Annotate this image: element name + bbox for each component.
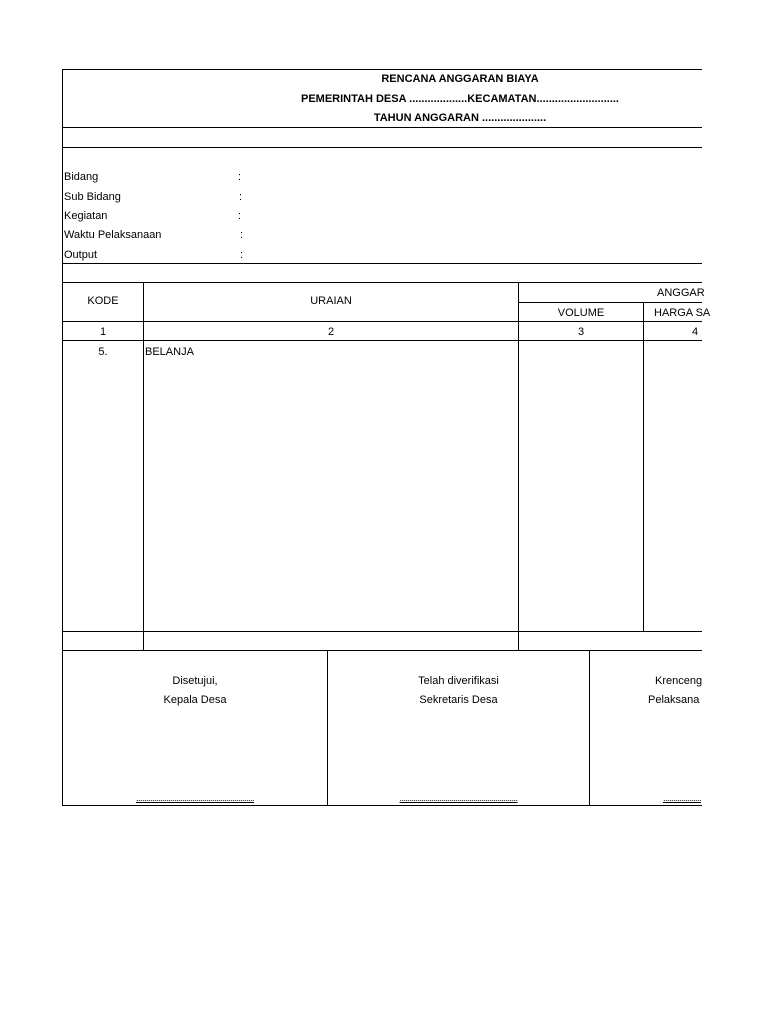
header-anggaran: ANGGAR bbox=[657, 287, 705, 299]
header-uraian: URAIAN bbox=[310, 295, 352, 307]
field-sep-bidang: : bbox=[238, 171, 242, 183]
sig1-line2: Kepala Desa bbox=[163, 694, 227, 706]
sig3-name-blank: ................... bbox=[663, 793, 702, 803]
sig3-line1: Krenceng bbox=[655, 675, 703, 687]
fields-bottom-divider bbox=[62, 263, 702, 264]
doc-title: RENCANA ANGGARAN BIAYA bbox=[381, 73, 539, 85]
field-sep-waktu-pelaksanaan: : bbox=[240, 229, 244, 241]
sig2-line2: Sekretaris Desa bbox=[419, 694, 498, 706]
fields-top-divider bbox=[62, 147, 702, 148]
row-uraian: BELANJA bbox=[145, 346, 194, 358]
doc-subtitle: PEMERINTAH DESA ...................KECAMATAN........................... bbox=[300, 93, 619, 105]
row-kode: 5. bbox=[98, 346, 108, 358]
header-harga-satuan: HARGA SA bbox=[654, 307, 711, 319]
field-sep-output: : bbox=[240, 249, 244, 261]
doc-year: TAHUN ANGGARAN ..................... bbox=[373, 112, 547, 124]
field-label-output: Output bbox=[64, 249, 98, 261]
header-kode: KODE bbox=[87, 295, 119, 307]
sig1-line1: Disetujui, bbox=[172, 675, 218, 687]
sig2-name-blank: ........................................................... bbox=[399, 793, 518, 803]
anggaran-sub-divider bbox=[518, 302, 702, 303]
header-divider bbox=[62, 127, 702, 128]
col-number-2: 2 bbox=[327, 326, 335, 338]
field-label-bidang: Bidang bbox=[64, 171, 99, 183]
col-divider-volume bbox=[643, 302, 644, 631]
field-sep-sub-bidang: : bbox=[239, 191, 243, 203]
signature-top bbox=[62, 650, 702, 651]
sig-divider-2 bbox=[589, 650, 590, 805]
table-header-bottom bbox=[62, 321, 702, 322]
body-bottom bbox=[62, 631, 702, 632]
top-border bbox=[62, 69, 702, 70]
table-top-border bbox=[62, 282, 702, 283]
number-row-bottom bbox=[62, 340, 702, 341]
col-number-4: 4 bbox=[692, 326, 699, 338]
sig1-name-blank: ........................................................... bbox=[135, 793, 255, 803]
bottom-border bbox=[62, 805, 702, 806]
field-label-sub-bidang: Sub Bidang bbox=[64, 191, 121, 203]
col-number-3: 3 bbox=[577, 326, 585, 338]
sig3-line2: Pelaksana bbox=[648, 694, 700, 706]
field-label-kegiatan: Kegiatan bbox=[64, 210, 108, 222]
header-volume: VOLUME bbox=[557, 307, 605, 319]
sig2-line1: Telah diverifikasi bbox=[418, 675, 499, 687]
field-label-waktu-pelaksanaan: Waktu Pelaksanaan bbox=[64, 229, 162, 241]
col-number-1: 1 bbox=[99, 326, 107, 338]
field-sep-kegiatan: : bbox=[238, 210, 242, 222]
